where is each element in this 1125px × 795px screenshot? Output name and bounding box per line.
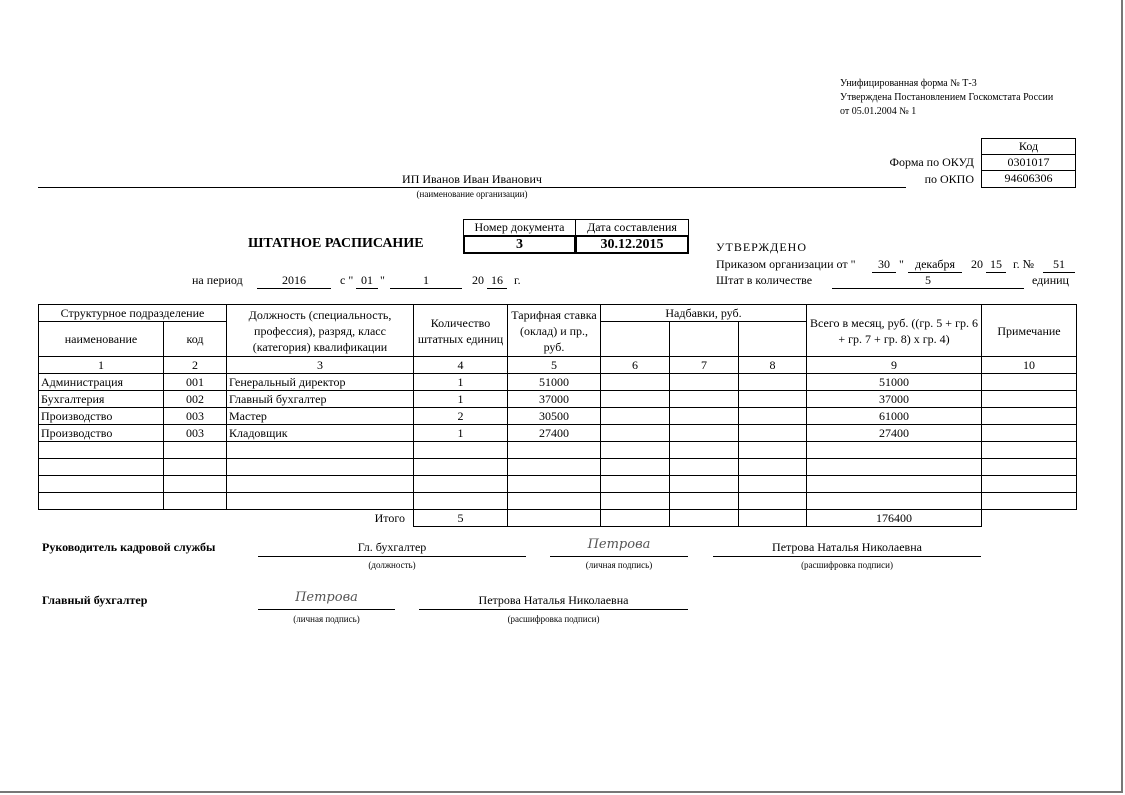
period-years: 2016: [257, 273, 331, 289]
document-title: ШТАТНОЕ РАСПИСАНИЕ: [248, 236, 424, 251]
hr-position: Гл. бухгалтер: [258, 540, 526, 557]
row-total: 61000: [807, 408, 982, 425]
h-total: Всего в месяц, руб. ((гр. 5 + гр. 6 + гр. 7 + гр. 8) х гр. 4): [807, 305, 982, 357]
approved-order-label: Приказом организации от ": [716, 257, 856, 271]
row-position: Генеральный директор: [227, 374, 414, 391]
acc-name-caption: (расшифровка подписи): [507, 614, 600, 624]
approved-quote: ": [899, 257, 904, 271]
acc-name: Петрова Наталья Николаевна: [419, 593, 688, 610]
approved-day: 30: [872, 257, 896, 273]
row-name: Производство: [39, 408, 164, 425]
row-name: Администрация: [39, 374, 164, 391]
h-note: Примечание: [982, 305, 1077, 357]
period-label: на период: [192, 273, 243, 287]
period-year-prefix: 20: [472, 273, 484, 287]
empty-row: [39, 459, 1077, 476]
h-name: наименование: [39, 322, 164, 357]
form-header-line2: Утверждена Постановлением Госкомстата России: [840, 92, 1054, 103]
hr-label: Руководитель кадровой службы: [42, 540, 216, 554]
col-num: 9: [807, 357, 982, 374]
total-row: [39, 510, 1077, 527]
row-code: 001: [164, 374, 227, 391]
approved-year-suffix: 15: [986, 257, 1006, 273]
period-day: 01: [356, 273, 378, 289]
period-quote: ": [380, 273, 385, 287]
total-label: Итого: [374, 511, 405, 526]
row-rate: 51000: [508, 374, 601, 391]
staff-label: Штат в количестве: [716, 273, 813, 287]
organization-name: ИП Иванов Иван Иванович: [38, 172, 906, 188]
doc-date-header: Дата составления: [575, 219, 689, 236]
row-rate: 37000: [508, 391, 601, 408]
staff-table: [38, 304, 1077, 527]
form-header-line1: Унифицированная форма № Т-3: [840, 78, 977, 89]
col-num: 1: [39, 357, 164, 374]
period-from-label: с ": [340, 273, 354, 287]
hr-name: Петрова Наталья Николаевна: [713, 540, 981, 557]
staff-units: единиц: [1032, 273, 1069, 287]
okud-label: Форма по ОКУД: [889, 155, 974, 169]
row-rate: 30500: [508, 408, 601, 425]
staff-count: 5: [832, 273, 1024, 289]
row-code: 003: [164, 425, 227, 442]
row-position: Кладовщик: [227, 425, 414, 442]
okpo-label: по ОКПО: [924, 172, 974, 186]
total-qty: 5: [414, 510, 508, 527]
approved-title: УТВЕРЖДЕНО: [716, 240, 808, 254]
approved-number: 51: [1043, 257, 1075, 273]
row-qty: 2: [414, 408, 508, 425]
total-sum: 176400: [807, 510, 982, 527]
h-rate: Тарифная ставка (оклад) и пр., руб.: [508, 305, 601, 357]
table-row: [39, 391, 1077, 408]
col-num: 2: [164, 357, 227, 374]
okpo-value: 94606306: [981, 170, 1076, 188]
row-name: Бухгалтерия: [39, 391, 164, 408]
row-qty: 1: [414, 391, 508, 408]
organization-caption: (наименование организации): [416, 189, 528, 199]
h-bonus-6: [601, 322, 670, 357]
row-code: 003: [164, 408, 227, 425]
col-num: 8: [739, 357, 807, 374]
row-total: 37000: [807, 391, 982, 408]
col-num: 5: [508, 357, 601, 374]
empty-row: [39, 442, 1077, 459]
h-code: код: [164, 322, 227, 357]
approved-g-no: г. №: [1013, 257, 1035, 271]
row-rate: 27400: [508, 425, 601, 442]
table-row: [39, 408, 1077, 425]
col-number-row: [39, 357, 1077, 374]
hr-signature-caption: (личная подпись): [585, 560, 653, 570]
period-g: г.: [514, 273, 521, 287]
h-bonus: Надбавки, руб.: [601, 305, 807, 322]
row-position: Главный бухгалтер: [227, 391, 414, 408]
row-code: 002: [164, 391, 227, 408]
approved-year-prefix: 20: [971, 257, 983, 271]
h-qty: Количество штатных единиц: [414, 305, 508, 357]
okud-value: 0301017: [981, 154, 1076, 171]
acc-label: Главный бухгалтер: [42, 593, 148, 607]
row-name: Производство: [39, 425, 164, 442]
col-num: 3: [227, 357, 414, 374]
col-num: 7: [670, 357, 739, 374]
acc-signature-caption: (личная подпись): [293, 614, 360, 624]
empty-row: [39, 476, 1077, 493]
hr-signature: Петрова: [550, 537, 688, 557]
hr-name-caption: (расшифровка подписи): [801, 560, 893, 570]
hr-position-caption: (должность): [368, 560, 416, 570]
h-position: Должность (специальность, профессия), разряд, класс (категория) квалификации: [227, 305, 414, 357]
col-num: 6: [601, 357, 670, 374]
row-total: 27400: [807, 425, 982, 442]
approved-month: декабря: [908, 257, 962, 273]
h-bonus-7: [670, 322, 739, 357]
doc-number-header: Номер документа: [463, 219, 576, 236]
row-qty: 1: [414, 425, 508, 442]
h-struct: Структурное подразделение: [39, 305, 227, 322]
col-num: 10: [982, 357, 1077, 374]
row-qty: 1: [414, 374, 508, 391]
col-num: 4: [414, 357, 508, 374]
period-month: 1: [390, 273, 462, 289]
acc-signature: Петрова: [258, 590, 395, 610]
empty-row: [39, 493, 1077, 510]
row-total: 51000: [807, 374, 982, 391]
h-bonus-8: [739, 322, 807, 357]
doc-number: 3: [463, 235, 576, 254]
form-header-line3: от 05.01.2004 № 1: [840, 106, 917, 117]
table-row: [39, 374, 1077, 391]
code-header: Код: [981, 138, 1076, 155]
table-row: [39, 425, 1077, 442]
doc-date: 30.12.2015: [575, 235, 689, 254]
row-position: Мастер: [227, 408, 414, 425]
period-year-suffix: 16: [487, 273, 507, 289]
